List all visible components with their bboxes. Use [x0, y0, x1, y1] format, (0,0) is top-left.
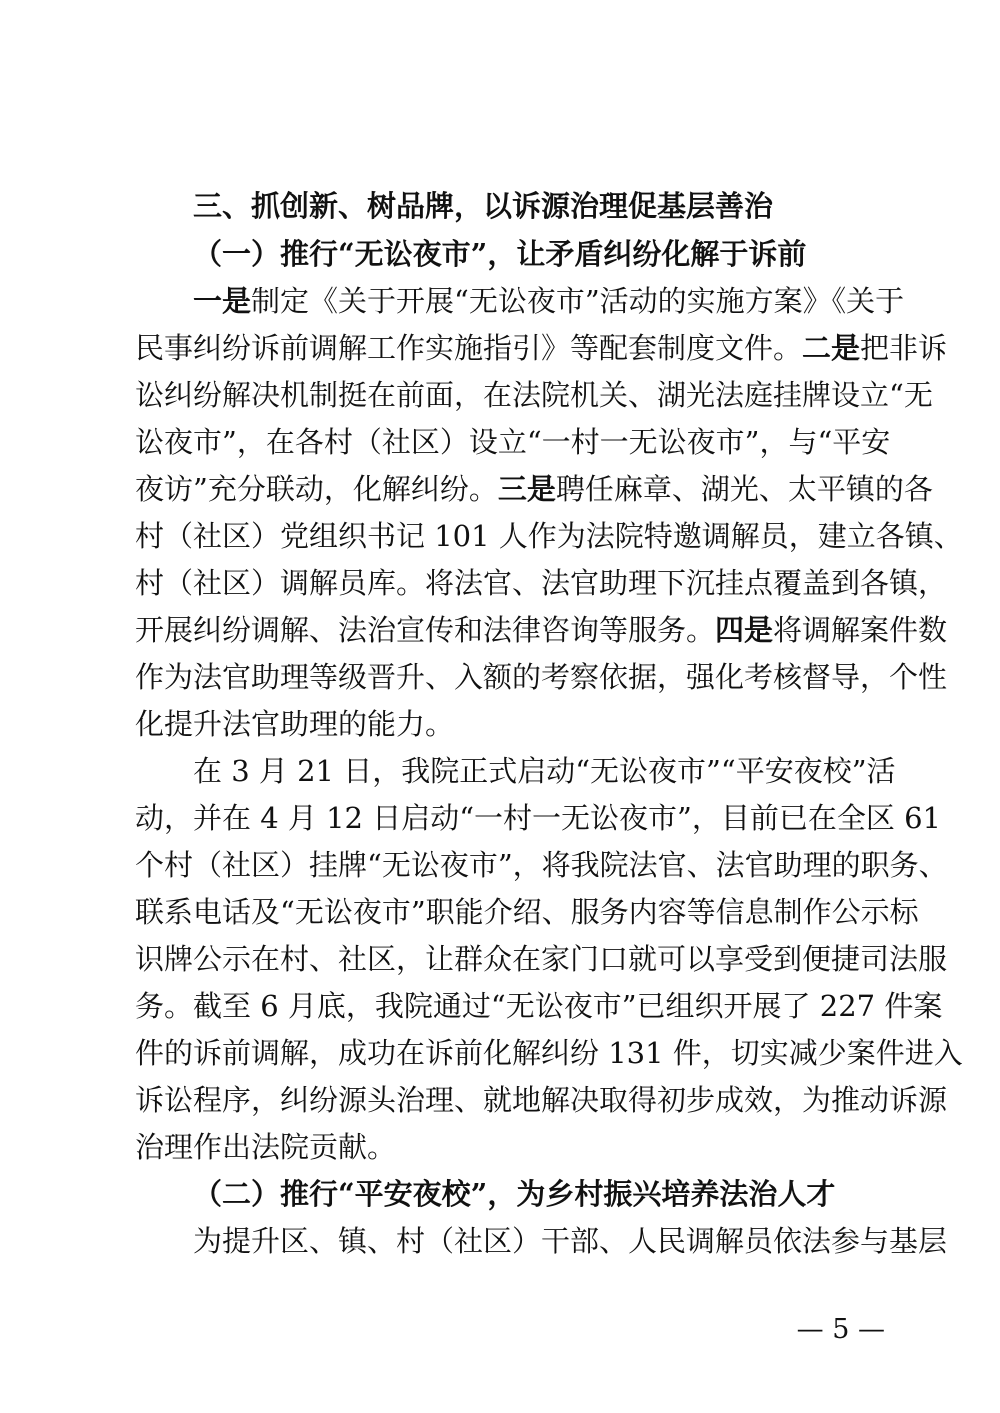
- paragraph-3-line-1: 为提升区、镇、村（社区）干部、人民调解员依法参与基层: [193, 1224, 948, 1258]
- paragraph-2-line-8: 诉讼程序，纠纷源头治理、就地解决取得初步成效，为推动诉源: [135, 1083, 948, 1117]
- paragraph-2-line-6: 务。截至 6 月底，我院通过“无讼夜市”已组织开展了 227 件案: [135, 989, 943, 1023]
- text-segment: 聘任麻章、湖光、太平镇的各: [555, 472, 933, 506]
- text-segment: 把非诉: [860, 331, 948, 365]
- subsection-heading-2: （二）推行“平安夜校”，为乡村振兴培养法治人才: [193, 1177, 836, 1211]
- paragraph-1-line-10: 化提升法官助理的能力。: [135, 707, 455, 741]
- page-number: — 5 —: [796, 1314, 885, 1345]
- emphasis-third: 三是: [497, 472, 556, 506]
- paragraph-2-line-9: 治理作出法院贡献。: [135, 1130, 397, 1164]
- text-segment: 夜访”充分联动，化解纠纷。: [135, 472, 498, 506]
- text-segment: 制定《关于开展“无讼夜市”活动的实施方案》《关于: [251, 284, 905, 318]
- subsection-heading-1: （一）推行“无讼夜市”，让矛盾纠纷化解于诉前: [193, 237, 807, 271]
- paragraph-1-line-7: 村（社区）调解员库。将法官、法官助理下沉挂点覆盖到各镇，: [135, 566, 948, 600]
- paragraph-2-line-4: 联系电话及“无讼夜市”职能介绍、服务内容等信息制作公示标: [135, 895, 919, 929]
- paragraph-1-line-4: 讼夜市”，在各村（社区）设立“一村一无讼夜市”，与“平安: [135, 425, 891, 459]
- text-segment: 将调解案件数: [773, 613, 948, 647]
- text-segment: 开展纠纷调解、法治宣传和法律咨询等服务。: [135, 613, 716, 647]
- paragraph-1-line-1: [193, 281, 905, 321]
- paragraph-2-line-1: 在 3 月 21 日，我院正式启动“无讼夜市”“平安夜校”活: [193, 754, 896, 788]
- paragraph-1-line-6: 村（社区）党组织书记 101 人作为法院特邀调解员，建立各镇、: [135, 519, 963, 553]
- paragraph-2-line-5: 识牌公示在村、社区，让群众在家门口就可以享受到便捷司法服: [135, 942, 948, 976]
- paragraph-1-line-8: [135, 610, 948, 650]
- emphasis-fourth: 四是: [715, 613, 774, 647]
- emphasis-second: 二是: [802, 331, 861, 365]
- paragraph-1-line-9: 作为法官助理等级晋升、入额的考察依据，强化考核督导，个性: [135, 660, 948, 694]
- paragraph-1-line-2: [135, 328, 948, 368]
- text-segment: 民事纠纷诉前调解工作实施指引》等配套制度文件。: [135, 331, 803, 365]
- paragraph-2-line-3: 个村（社区）挂牌“无讼夜市”，将我院法官、法官助理的职务、: [135, 848, 948, 882]
- paragraph-2-line-2: 动，并在 4 月 12 日启动“一村一无讼夜市”，目前已在全区 61: [135, 801, 941, 835]
- section-heading: 三、抓创新、树品牌，以诉源治理促基层善治: [193, 189, 774, 223]
- paragraph-1-line-5: [135, 469, 933, 509]
- emphasis-first: 一是: [193, 284, 252, 318]
- paragraph-2-line-7: 件的诉前调解，成功在诉前化解纠纷 131 件，切实减少案件进入: [135, 1036, 963, 1070]
- paragraph-1-line-3: 讼纠纷解决机制挺在前面，在法院机关、湖光法庭挂牌设立“无: [135, 378, 933, 412]
